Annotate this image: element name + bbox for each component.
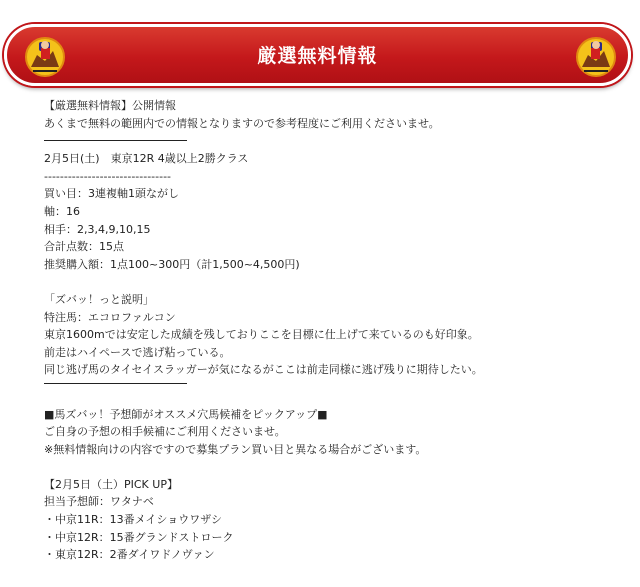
pickup-item: ・東京12R：2番ダイワドノヴァン [44, 548, 215, 562]
explain-text: 前走はハイペースで逃げ粘っている。 [44, 345, 231, 359]
pickup-date: 【2月5日（土）PICK UP】 [44, 477, 178, 491]
pickup-disclaimer: ※無料情報向けの内容ですので募集プラン買い目と異なる場合がございます。 [44, 442, 427, 456]
article-body [44, 97, 604, 564]
pickup-note: ご自身の予想の相手候補にご利用くださいませ。 [44, 425, 286, 439]
jockey-mascot-icon [574, 33, 618, 79]
pickup-item: ・中京11R：13番メイショウワザシ [44, 513, 222, 527]
divider [44, 383, 187, 384]
partner-horses: 相手：2,3,4,9,10,15 [44, 222, 151, 236]
race-header: 2月5日(土) 東京12R 4歳以上2勝クラス [44, 152, 249, 166]
divider [44, 140, 187, 141]
banner-title: 厳選無料情報 [257, 45, 378, 67]
recommended-amount: 推奨購入額：1点100~300円（計1,500~4,500円) [44, 257, 300, 271]
bet-type: 買い目：3連複軸1頭ながし [44, 187, 179, 201]
featured-horse: 特注馬：エコロファルコン [44, 310, 176, 324]
intro-note: あくまで無料の範囲内での情報となりますので参考程度にご利用くださいませ。 [44, 116, 440, 130]
race-dashes: -------------------------------- [44, 169, 172, 183]
pickup-tipster: 担当予想師：ワタナベ [44, 495, 154, 509]
explain-heading: 「ズバッ！っと説明」 [44, 292, 154, 306]
pickup-item: ・中京12R：15番グランドストローク [44, 530, 234, 544]
intro-heading: 【厳選無料情報】公開情報 [44, 99, 176, 112]
pickup-heading: ■馬ズバッ！予想師がオススメ穴馬候補をピックアップ■ [44, 407, 328, 421]
header-banner [4, 24, 631, 86]
explain-text: 同じ逃げ馬のタイセイスラッガーが気になるがここは前走同様に逃げ残りに期待したい。 [44, 363, 483, 377]
explain-text: 東京1600mでは安定した成績を残しておりここを目標に仕上げて来ているのも好印象。 [44, 328, 479, 342]
total-points: 合計点数：15点 [44, 240, 124, 254]
axis-horse: 軸：16 [44, 204, 80, 218]
